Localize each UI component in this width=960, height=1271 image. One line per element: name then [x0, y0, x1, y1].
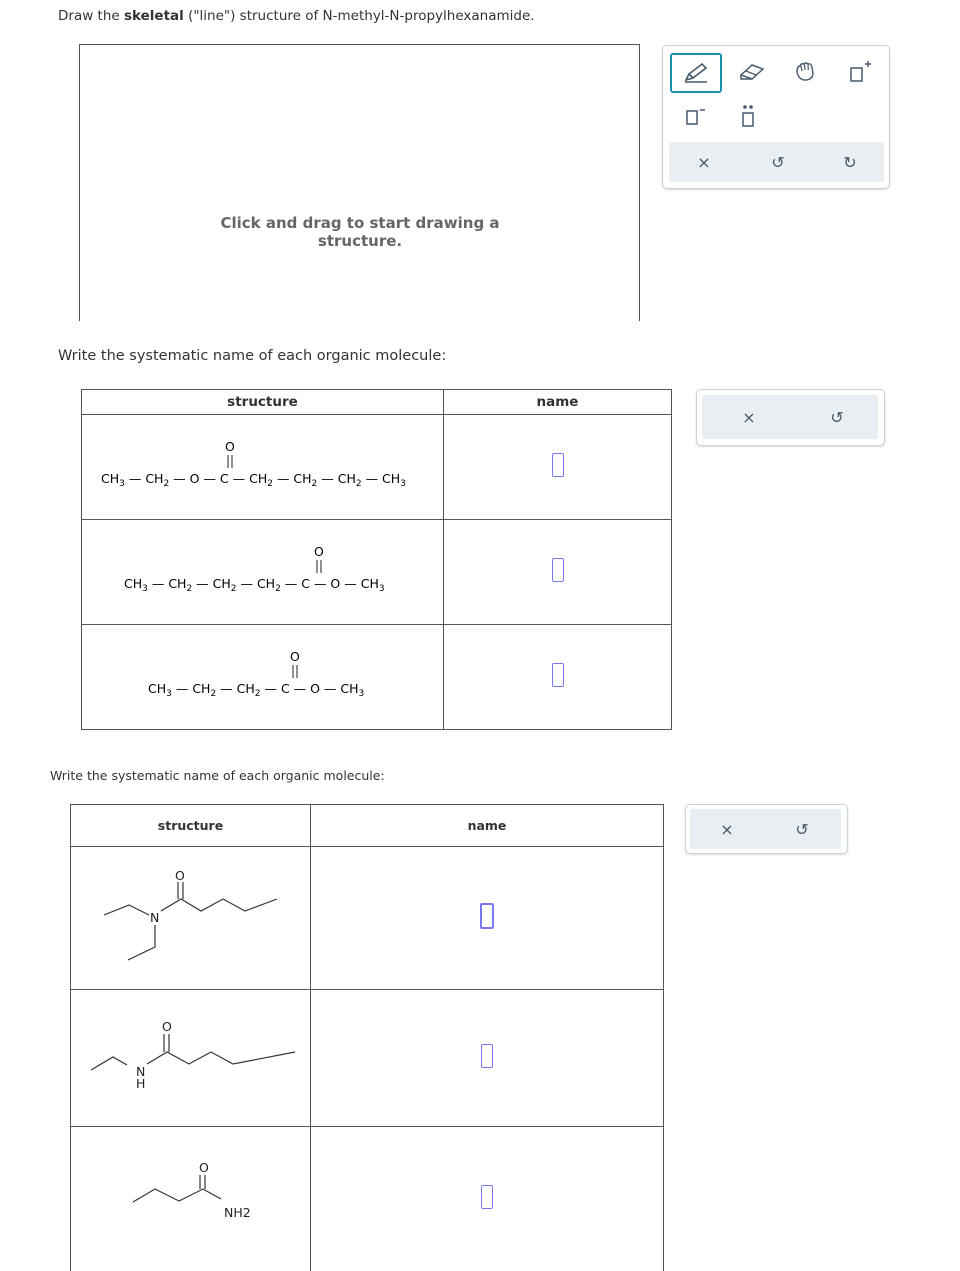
structure-header: structure: [82, 390, 444, 415]
minus-charge-icon: [681, 104, 707, 128]
pencil-icon: [681, 61, 711, 85]
name-input-5[interactable]: [481, 1044, 493, 1068]
amide-structure-1: [71, 847, 310, 985]
canvas-hint: Click and drag to start drawing a structure.: [200, 214, 520, 250]
undo-button[interactable]: [820, 401, 854, 433]
amide-table: [70, 804, 664, 1271]
close-icon: ×: [742, 408, 755, 427]
table1-actions: [696, 389, 885, 446]
name-input-3[interactable]: [552, 663, 564, 687]
add-positive-charge-tool[interactable]: [839, 55, 879, 89]
name-cell: [311, 990, 664, 1127]
name-cell: [311, 1127, 664, 1271]
name-input-1[interactable]: [552, 453, 564, 477]
clear-button[interactable]: [687, 146, 721, 178]
drawing-canvas[interactable]: [79, 44, 640, 321]
clear-button[interactable]: [712, 814, 742, 844]
drawing-toolbar: [662, 45, 890, 189]
svg-text:CH3 — CH2 — O — C — CH2 — CH2: $CH_3$ — $CH_2$ — O — C — $CH_2$ — $CH_2$ — $CH_2$ — $CH_3$: [101, 471, 406, 489]
svg-text:CH3 — CH2 — CH2 — C — O — CH3: $CH_3$ — $CH_2$ — $CH_2$ — C — O — $CH_3$: [148, 681, 364, 699]
eraser-tool[interactable]: [729, 55, 773, 89]
pencil-tool[interactable]: [670, 53, 722, 93]
svg-text:CH3 — CH2 — CH2 — CH2 — C — O: $CH_3$ — $CH_2$ — $CH_2$ — $CH_2$ — C — O — $CH_3$: [124, 576, 385, 594]
hydrogen-label: H: [136, 1076, 145, 1091]
name-cell: [311, 847, 664, 990]
ester-structure-2: [82, 520, 443, 620]
undo-icon: ↺: [830, 408, 843, 427]
structure-header: structure: [71, 805, 311, 847]
undo-icon: ↺: [771, 153, 784, 172]
ester-table: [81, 389, 672, 730]
oxygen-label: O: [162, 1019, 172, 1034]
svg-text:O: O: [290, 649, 300, 664]
redo-icon: ↻: [843, 153, 856, 172]
redo-button[interactable]: [833, 146, 867, 178]
clear-button[interactable]: [732, 401, 766, 433]
name-header: name: [311, 805, 664, 847]
add-charge-icon: [845, 60, 873, 84]
oxygen-label: O: [175, 868, 185, 883]
structure-cell: [71, 1127, 311, 1271]
name-cell: [444, 520, 672, 625]
undo-icon: ↺: [795, 820, 808, 839]
lone-pair-icon: [735, 103, 761, 129]
amide-structure-2: [71, 990, 310, 1122]
close-icon: ×: [720, 820, 733, 839]
ester-structure-3: [82, 625, 443, 725]
name-input-2[interactable]: [552, 558, 564, 582]
name-header: name: [444, 390, 672, 415]
amine-label: NH2: [224, 1205, 251, 1220]
nitrogen-label: N: [150, 910, 159, 925]
undo-button[interactable]: [787, 814, 817, 844]
structure-cell: [71, 847, 311, 990]
name-prompt-2: Write the systematic name of each organic molecule:: [50, 768, 385, 783]
nitrogen-label: N: [136, 1064, 145, 1079]
name-cell: [444, 625, 672, 730]
draw-prompt: Draw the skeletal ("line") structure of N-methyl-N-propylhexanamide.: [58, 8, 535, 24]
hand-icon: [791, 60, 819, 84]
structure-cell: [82, 625, 444, 730]
add-negative-charge-tool[interactable]: [677, 101, 711, 131]
svg-text:O: O: [225, 439, 235, 454]
name-input-6[interactable]: [481, 1185, 493, 1209]
canvas-actions: [669, 142, 884, 182]
structure-cell: [82, 520, 444, 625]
name-prompt-1: Write the systematic name of each organic molecule:: [58, 348, 446, 364]
name-input-4[interactable]: [480, 903, 494, 929]
ester-structure-1: [82, 415, 443, 515]
lone-pair-tool[interactable]: [731, 101, 765, 131]
name-cell: [444, 415, 672, 520]
oxygen-label: O: [199, 1160, 209, 1175]
table2-actions: [685, 804, 848, 854]
svg-text:O: O: [314, 544, 324, 559]
amide-structure-3: [71, 1127, 310, 1267]
close-icon: ×: [697, 153, 710, 172]
structure-cell: [71, 990, 311, 1127]
structure-cell: [82, 415, 444, 520]
eraser-icon: [735, 61, 767, 83]
hand-tool[interactable]: [783, 55, 827, 89]
undo-button[interactable]: [761, 146, 795, 178]
